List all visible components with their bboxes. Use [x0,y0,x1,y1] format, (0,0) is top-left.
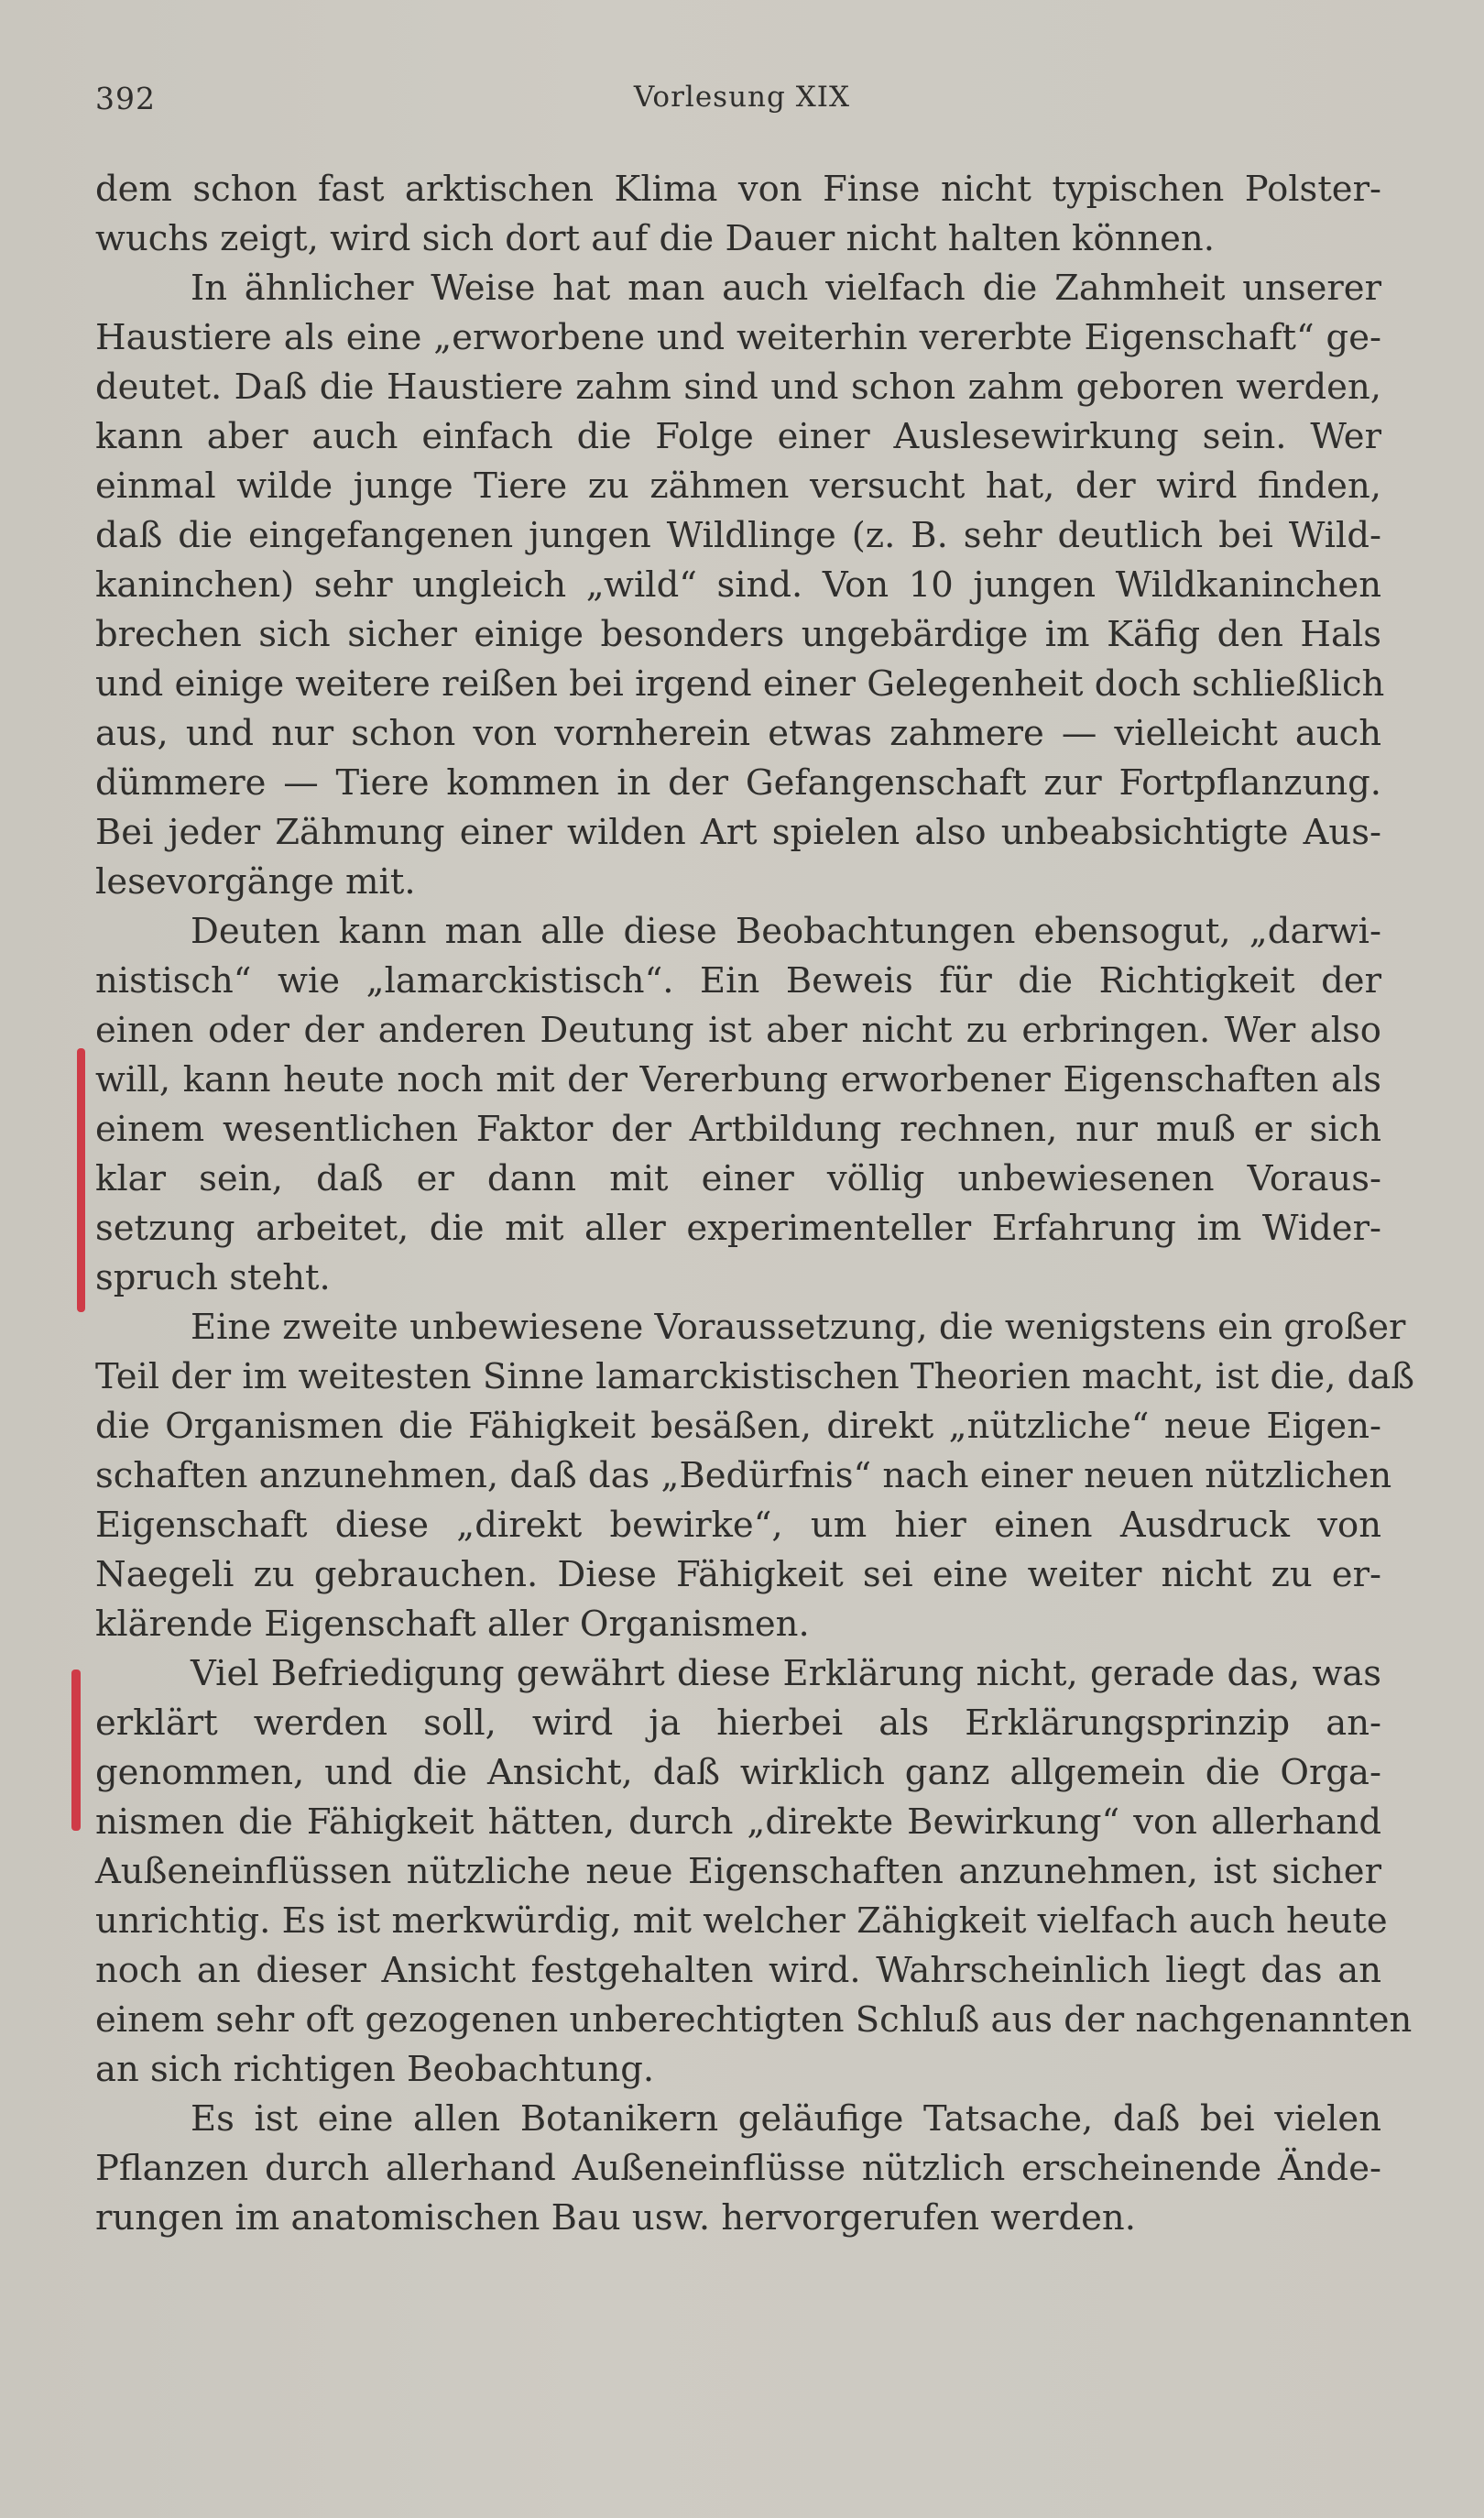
text-line: noch an dieser Ansicht festgehalten wird. Wahrscheinlich liegt das an [95,1950,1381,1991]
text-line: Pflanzen durch allerhand Außeneinflüsse nützlich erscheinende Ände- [95,2148,1381,2189]
text-line: wuchs zeigt, wird sich dort auf die Dauer nicht halten können. [95,218,1215,259]
text-line: die Organismen die Fähigkeit besäßen, direkt „nützliche“ neue Eigen- [95,1406,1381,1447]
text-line: will, kann heute noch mit der Vererbung erworbener Eigenschaften als [95,1059,1381,1100]
text-line: daß die eingefangenen jungen Wildlinge (z. B. sehr deutlich bei Wild- [95,515,1381,556]
text-line: spruch steht. [95,1257,331,1298]
text-line: klärende Eigenschaft aller Organismen. [95,1604,810,1645]
text-line: rungen im anatomischen Bau usw. hervorgerufen werden. [95,2197,1136,2239]
text-line: lesevorgänge mit. [95,861,416,903]
text-line: Deuten kann man alle diese Beobachtungen ebensogut, „darwi- [191,911,1381,952]
text-line: In ähnlicher Weise hat man auch vielfach die Zahmheit unserer [191,268,1381,309]
text-line: setzung arbeitet, die mit aller experimenteller Erfahrung im Wider- [95,1208,1381,1249]
text-line: genommen, und die Ansicht, daß wirklich ganz allgemein die Orga- [95,1752,1381,1793]
text-line: Außeneinflüssen nützliche neue Eigenschaften anzunehmen, ist sicher [95,1851,1381,1892]
text-line: dümmere — Tiere kommen in der Gefangenschaft zur Fortpflanzung. [95,762,1381,804]
text-line: Es ist eine allen Botanikern geläufige Tatsache, daß bei vielen [191,2098,1381,2140]
text-line: an sich richtigen Beobachtung. [95,2049,655,2090]
text-line: Eine zweite unbewiesene Voraussetzung, die wenigstens ein großer [191,1307,1406,1348]
text-line: Bei jeder Zähmung einer wilden Art spielen also unbeabsichtigte Aus- [95,812,1381,853]
text-line: einem wesentlichen Faktor der Artbildung rechnen, nur muß er sich [95,1109,1381,1150]
text-line: kaninchen) sehr ungleich „wild“ sind. Von 10 jungen Wildkaninchen [95,564,1381,606]
text-line: Teil der im weitesten Sinne lamarckistischen Theorien macht, ist die, daß [95,1356,1414,1397]
text-line: deutet. Daß die Haustiere zahm sind und schon zahm geboren werden, [95,367,1381,408]
text-line: erklärt werden soll, wird ja hierbei als Erklärungsprinzip an- [95,1702,1381,1744]
text-line: klar sein, daß er dann mit einer völlig unbewiesenen Voraus- [95,1158,1381,1199]
text-line: und einige weitere reißen bei irgend einer Gelegenheit doch schließlich [95,663,1385,705]
page-number: 392 [95,81,156,116]
text-line: kann aber auch einfach die Folge einer Auslesewirkung sein. Wer [95,416,1381,457]
text-line: brechen sich sicher einige besonders ungebärdige im Käfig den Hals [95,614,1381,655]
text-line: unrichtig. Es ist merkwürdig, mit welcher Zähigkeit vielfach auch heute [95,1900,1388,1942]
text-line: nistisch“ wie „lamarckistisch“. Ein Beweis für die Richtigkeit der [95,960,1381,1002]
text-line: Eigenschaft diese „direkt bewirke“, um hier einen Ausdruck von [95,1505,1381,1546]
text-line: einen oder der anderen Deutung ist aber nicht zu erbringen. Wer also [95,1010,1381,1051]
page-header [0,81,1484,126]
margin-highlight-mark [77,1048,85,1312]
text-line: nismen die Fähigkeit hätten, durch „direkte Bewirkung“ von allerhand [95,1801,1381,1843]
margin-highlight-mark [71,1670,81,1831]
running-head: Vorlesung XIX [633,81,851,114]
text-line: einem sehr oft gezogenen unberechtigten Schluß aus der nachgenannten [95,1999,1413,2041]
text-line: aus, und nur schon von vornherein etwas zahmere — vielleicht auch [95,713,1381,754]
text-line: schaften anzunehmen, daß das „Bedürfnis“ nach einer neuen nützlichen [95,1455,1392,1496]
text-line: Naegeli zu gebrauchen. Diese Fähigkeit sei eine weiter nicht zu er- [95,1554,1381,1595]
text-line: Haustiere als eine „erworbene und weiterhin vererbte Eigenschaft“ ge- [95,317,1381,358]
text-line: einmal wilde junge Tiere zu zähmen versucht hat, der wird finden, [95,465,1381,507]
text-line: Viel Befriedigung gewährt diese Erklärung nicht, gerade das, was [191,1653,1381,1694]
text-line: dem schon fast arktischen Klima von Finse nicht typischen Polster- [95,169,1381,210]
